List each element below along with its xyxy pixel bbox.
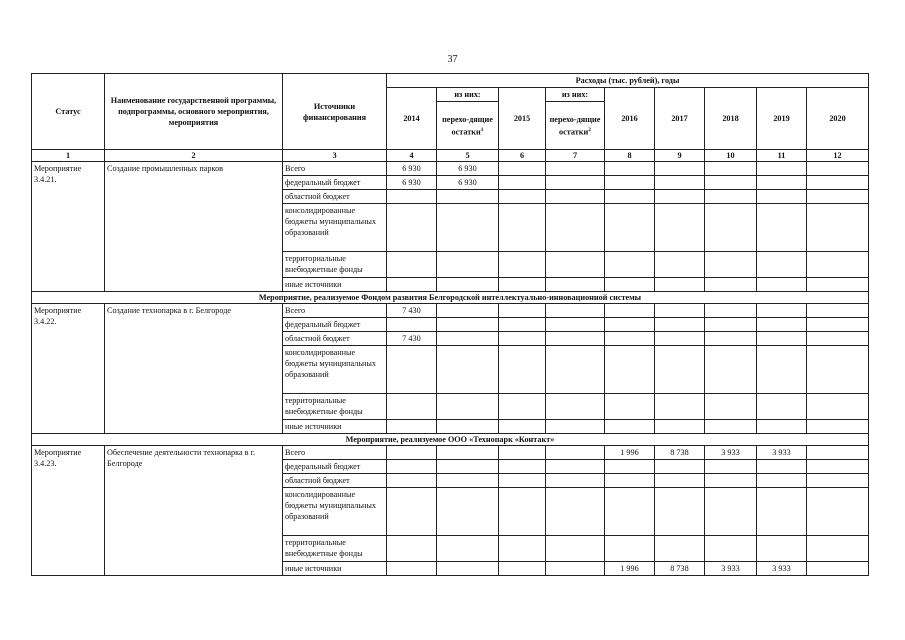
value-cell: [387, 488, 437, 536]
funding-source-cell: территориальные внебюджетные фонды: [283, 252, 387, 278]
value-cell: [546, 318, 605, 332]
value-cell: [605, 204, 655, 252]
value-cell: [655, 204, 705, 252]
value-cell: [499, 488, 546, 536]
value-cell: 7 430: [387, 332, 437, 346]
value-cell: [655, 346, 705, 394]
value-cell: [499, 318, 546, 332]
header-year: 2019: [757, 88, 807, 150]
table-row: [32, 446, 869, 460]
header-sources: Источники финансирования: [283, 74, 387, 150]
value-cell: [605, 420, 655, 434]
header-carry-over: перехо-дящие остатки$^2$: [546, 102, 605, 150]
value-cell: [807, 176, 869, 190]
value-cell: [757, 346, 807, 394]
value-cell: [546, 162, 605, 176]
footnote-mark: 1: [480, 126, 484, 133]
value-cell: [499, 346, 546, 394]
value-cell: [387, 536, 437, 562]
value-cell: 3 933: [705, 446, 757, 460]
section-title-row: [32, 434, 869, 446]
header-year: 2020: [807, 88, 869, 150]
value-cell: [705, 278, 757, 292]
value-cell: [499, 190, 546, 204]
value-cell: [437, 562, 499, 576]
value-cell: [437, 394, 499, 420]
funding-source-cell: Всего: [283, 304, 387, 318]
value-cell: [705, 204, 757, 252]
table-row: [32, 304, 869, 318]
funding-source-cell: федеральный бюджет: [283, 318, 387, 332]
value-cell: [387, 474, 437, 488]
value-cell: [705, 488, 757, 536]
value-cell: 3 933: [705, 562, 757, 576]
value-cell: [437, 446, 499, 460]
value-cell: [437, 536, 499, 562]
value-cell: [807, 332, 869, 346]
value-cell: [387, 562, 437, 576]
value-cell: [546, 536, 605, 562]
column-index: 7: [546, 150, 605, 162]
value-cell: [807, 346, 869, 394]
value-cell: [605, 460, 655, 474]
footnote-mark: 2: [588, 126, 591, 133]
column-index: 4: [387, 150, 437, 162]
header-status: Статус: [32, 74, 105, 150]
value-cell: [655, 162, 705, 176]
value-cell: [655, 318, 705, 332]
value-cell: [499, 278, 546, 292]
column-index: 10: [705, 150, 757, 162]
header-year: 2016: [605, 88, 655, 150]
value-cell: 1 996: [605, 562, 655, 576]
value-cell: [437, 488, 499, 536]
value-cell: [705, 536, 757, 562]
column-index: 6: [499, 150, 546, 162]
value-cell: [655, 488, 705, 536]
value-cell: [605, 190, 655, 204]
table-body: [32, 162, 869, 576]
value-cell: [387, 346, 437, 394]
value-cell: [546, 204, 605, 252]
value-cell: [499, 176, 546, 190]
value-cell: [807, 446, 869, 460]
value-cell: [807, 536, 869, 562]
value-cell: [387, 420, 437, 434]
value-cell: [705, 420, 757, 434]
value-cell: [437, 460, 499, 474]
funding-source-cell: областной бюджет: [283, 474, 387, 488]
header-name: Наименование государственной программы, подпрограммы, основного мероприятия, мероприятия: [105, 74, 283, 150]
value-cell: [605, 536, 655, 562]
header-year: 2018: [705, 88, 757, 150]
funding-source-cell: областной бюджет: [283, 332, 387, 346]
header-of-them: из них:: [437, 88, 499, 102]
value-cell: 3 933: [757, 562, 807, 576]
value-cell: 6 930: [387, 176, 437, 190]
value-cell: [605, 488, 655, 536]
header-year: 2017: [655, 88, 705, 150]
value-cell: [655, 176, 705, 190]
value-cell: [757, 278, 807, 292]
header-expenses: Расходы (тыс. рублей), годы: [387, 74, 869, 88]
section-title: Мероприятие, реализуемое ООО «Технопарк «Контакт»: [32, 434, 869, 446]
funding-source-cell: территориальные внебюджетные фонды: [283, 394, 387, 420]
value-cell: [499, 304, 546, 318]
value-cell: [499, 420, 546, 434]
value-cell: 6 930: [437, 162, 499, 176]
value-cell: [757, 332, 807, 346]
column-index: 5: [437, 150, 499, 162]
page-number: 37: [447, 54, 458, 65]
value-cell: [807, 278, 869, 292]
value-cell: [757, 394, 807, 420]
value-cell: [437, 318, 499, 332]
value-cell: [546, 460, 605, 474]
value-cell: [546, 394, 605, 420]
activity-name-cell: Создание промышленных парков: [105, 162, 283, 292]
value-cell: [807, 304, 869, 318]
value-cell: [437, 332, 499, 346]
funding-source-cell: иные источники: [283, 278, 387, 292]
value-cell: [437, 278, 499, 292]
value-cell: 1 996: [605, 446, 655, 460]
funding-source-cell: федеральный бюджет: [283, 460, 387, 474]
activity-name-cell: Обеспечение деятельности технопарка в г. Белгороде: [105, 446, 283, 576]
value-cell: [807, 420, 869, 434]
section-title-row: [32, 292, 869, 304]
value-cell: [437, 346, 499, 394]
value-cell: [757, 420, 807, 434]
value-cell: [499, 204, 546, 252]
value-cell: [705, 304, 757, 318]
value-cell: [655, 394, 705, 420]
value-cell: [546, 420, 605, 434]
value-cell: [387, 252, 437, 278]
value-cell: [807, 562, 869, 576]
value-cell: [757, 176, 807, 190]
expenses-table: [31, 73, 869, 576]
value-cell: [757, 252, 807, 278]
value-cell: [655, 190, 705, 204]
value-cell: [807, 204, 869, 252]
value-cell: [605, 474, 655, 488]
value-cell: [546, 488, 605, 536]
value-cell: [757, 536, 807, 562]
value-cell: [705, 318, 757, 332]
value-cell: [757, 190, 807, 204]
value-cell: 3 933: [757, 446, 807, 460]
value-cell: [499, 562, 546, 576]
value-cell: [499, 162, 546, 176]
funding-source-cell: консолидированные бюджеты муниципальных образований: [283, 488, 387, 536]
header-year: 2015: [499, 88, 546, 150]
value-cell: [757, 488, 807, 536]
value-cell: [546, 176, 605, 190]
column-index: 3: [283, 150, 387, 162]
value-cell: [705, 252, 757, 278]
value-cell: [655, 420, 705, 434]
value-cell: [807, 460, 869, 474]
value-cell: [499, 394, 546, 420]
value-cell: [387, 278, 437, 292]
value-cell: [705, 190, 757, 204]
value-cell: [437, 190, 499, 204]
value-cell: [705, 460, 757, 474]
value-cell: [437, 252, 499, 278]
value-cell: [546, 252, 605, 278]
value-cell: [387, 190, 437, 204]
value-cell: 8 738: [655, 446, 705, 460]
table-header: [32, 74, 869, 162]
value-cell: [437, 204, 499, 252]
value-cell: [546, 190, 605, 204]
column-index: 8: [605, 150, 655, 162]
value-cell: [807, 318, 869, 332]
funding-source-cell: Всего: [283, 162, 387, 176]
value-cell: [807, 190, 869, 204]
column-index: 12: [807, 150, 869, 162]
value-cell: [705, 176, 757, 190]
value-cell: [546, 562, 605, 576]
header-year: 2014: [387, 88, 437, 150]
value-cell: [499, 252, 546, 278]
value-cell: [605, 278, 655, 292]
value-cell: [546, 304, 605, 318]
funding-source-cell: федеральный бюджет: [283, 176, 387, 190]
value-cell: [605, 252, 655, 278]
value-cell: [807, 252, 869, 278]
value-cell: [499, 446, 546, 460]
funding-source-cell: консолидированные бюджеты муниципальных образований: [283, 346, 387, 394]
funding-source-cell: областной бюджет: [283, 190, 387, 204]
value-cell: 8 738: [655, 562, 705, 576]
value-cell: [387, 394, 437, 420]
status-cell: Мероприятие 3.4.21.: [32, 162, 105, 292]
value-cell: [387, 460, 437, 474]
value-cell: [605, 176, 655, 190]
value-cell: [655, 304, 705, 318]
funding-source-cell: иные источники: [283, 420, 387, 434]
value-cell: [655, 536, 705, 562]
column-index: 1: [32, 150, 105, 162]
value-cell: [655, 460, 705, 474]
column-index-row: [32, 150, 869, 162]
value-cell: [499, 460, 546, 474]
value-cell: [605, 332, 655, 346]
value-cell: [655, 252, 705, 278]
value-cell: [705, 394, 757, 420]
value-cell: [655, 278, 705, 292]
value-cell: [546, 346, 605, 394]
value-cell: 6 930: [437, 176, 499, 190]
value-cell: [605, 162, 655, 176]
value-cell: [757, 204, 807, 252]
value-cell: [437, 304, 499, 318]
funding-source-cell: иные источники: [283, 562, 387, 576]
value-cell: [757, 460, 807, 474]
value-cell: [655, 474, 705, 488]
value-cell: [807, 474, 869, 488]
value-cell: [437, 474, 499, 488]
status-cell: Мероприятие 3.4.23.: [32, 446, 105, 576]
section-title: Мероприятие, реализуемое Фондом развития Белгородской интеллектуально-инновационной системы: [32, 292, 869, 304]
column-index: 2: [105, 150, 283, 162]
header-carry-over: перехо-дящие остатки$^1$: [437, 102, 499, 150]
value-cell: [387, 204, 437, 252]
value-cell: [605, 318, 655, 332]
value-cell: [499, 536, 546, 562]
funding-source-cell: территориальные внебюджетные фонды: [283, 536, 387, 562]
value-cell: [546, 332, 605, 346]
value-cell: 7 430: [387, 304, 437, 318]
value-cell: [499, 332, 546, 346]
value-cell: [605, 304, 655, 318]
value-cell: [705, 474, 757, 488]
value-cell: [387, 318, 437, 332]
table-row: [32, 162, 869, 176]
value-cell: [605, 394, 655, 420]
value-cell: [546, 446, 605, 460]
funding-source-cell: Всего: [283, 446, 387, 460]
activity-name-cell: Создание технопарка в г. Белгороде: [105, 304, 283, 434]
value-cell: [705, 162, 757, 176]
header-of-them: из них:: [546, 88, 605, 102]
value-cell: [807, 488, 869, 536]
value-cell: 6 930: [387, 162, 437, 176]
value-cell: [757, 474, 807, 488]
funding-source-cell: консолидированные бюджеты муниципальных образований: [283, 204, 387, 252]
value-cell: [757, 162, 807, 176]
value-cell: [546, 474, 605, 488]
value-cell: [499, 474, 546, 488]
status-cell: Мероприятие 3.4.22.: [32, 304, 105, 434]
value-cell: [807, 394, 869, 420]
value-cell: [546, 278, 605, 292]
value-cell: [437, 420, 499, 434]
column-index: 9: [655, 150, 705, 162]
value-cell: [387, 446, 437, 460]
value-cell: [605, 346, 655, 394]
column-index: 11: [757, 150, 807, 162]
value-cell: [655, 332, 705, 346]
value-cell: [807, 162, 869, 176]
value-cell: [705, 346, 757, 394]
value-cell: [757, 318, 807, 332]
value-cell: [705, 332, 757, 346]
value-cell: [757, 304, 807, 318]
